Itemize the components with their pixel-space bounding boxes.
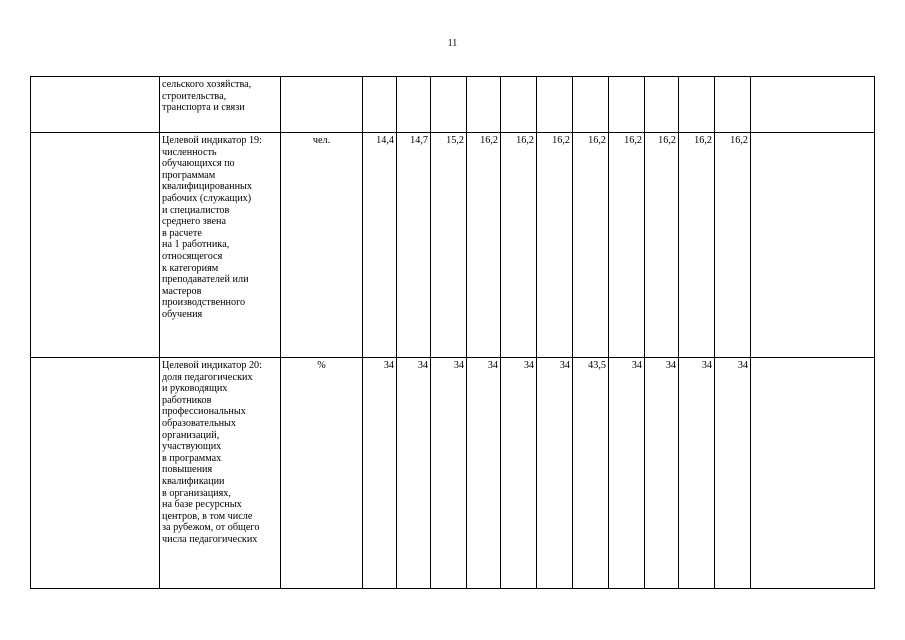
value-cell: 34 [609,358,645,589]
indicator-name-line: Целевой индикатор 19: [162,135,262,146]
indicator-name-line: на 1 работника, [162,239,230,251]
indicator-name-line: центров, в том числе [162,510,253,522]
indicator-name-line: и специалистов [162,204,230,216]
indicator-name-line: за рубежом, от общего [162,522,260,534]
table-row [31,77,875,133]
indicator-name-line: участвующих [162,441,222,453]
section-cell [31,77,160,133]
section-cell [31,133,160,358]
value-cell: 34 [363,358,397,589]
value-cell: 34 [645,358,679,589]
indicator-name-line: строительства, [162,90,227,102]
indicator-name-cell [160,77,281,133]
indicator-name-line: работников [162,394,212,406]
indicator-name-line: в организациях, [162,487,231,499]
value-cell [573,77,609,133]
table-row [31,133,875,358]
indicator-name-line: квалифицированных [162,181,252,193]
indicator-name-line: транспорта и связи [162,102,245,114]
indicator-name-cell [160,133,281,358]
indicator-name-line: и руководящих [162,383,228,395]
table-row [31,358,875,589]
value-cell: 16,2 [537,133,573,358]
indicator-name-line: профессиональных [162,406,246,418]
indicator-name-line: квалификации [162,475,225,487]
value-cell: 16,2 [467,133,501,358]
value-cell: 16,2 [679,133,715,358]
value-cell: 34 [501,358,537,589]
notes-cell [751,77,875,133]
unit-cell: чел. [281,133,363,358]
notes-cell [751,358,875,589]
indicator-name-line: рабочих (служащих) [162,192,252,204]
indicator-name-line: обучения [162,308,203,320]
value-cell [397,77,431,133]
value-cell: 34 [431,358,467,589]
value-cell [501,77,537,133]
value-cell [609,77,645,133]
indicator-name-line: численность [162,146,217,158]
value-cell: 34 [397,358,431,589]
value-cell: 16,2 [645,133,679,358]
notes-cell [751,133,875,358]
value-cell [537,77,573,133]
indicator-name-line: среднего звена [162,216,226,228]
value-cell: 15,2 [431,133,467,358]
value-cell: 16,2 [715,133,751,358]
indicator-name-line: мастеров [162,285,202,297]
indicator-name-line: преподавателей или [162,274,249,286]
unit-cell [281,77,363,133]
indicator-name-line: в программах [162,452,222,464]
value-cell: 16,2 [501,133,537,358]
indicator-name-line: в расчете [162,227,202,239]
indicator-name-line: повышения [162,464,213,476]
indicator-name-cell [160,358,281,589]
value-cell: 34 [679,358,715,589]
indicator-name-line: программам [162,169,216,181]
value-cell: 34 [715,358,751,589]
indicator-name-line: обучающихся по [162,158,235,170]
indicator-name-line: образовательных [162,417,236,429]
unit-cell: % [281,358,363,589]
value-cell: 34 [537,358,573,589]
indicator-name-line: к категориям [162,262,219,274]
value-cell [363,77,397,133]
page-number: 11 [447,38,458,49]
indicator-name-line: доля педагогических [162,371,253,383]
value-cell: 14,7 [397,133,431,358]
value-cell [431,77,467,133]
value-cell: 16,2 [573,133,609,358]
indicator-name-line: производственного [162,297,246,309]
value-cell: 43,5 [573,358,609,589]
indicator-name-line: организаций, [162,429,220,441]
indicator-name-line: сельского хозяйства, [162,79,252,90]
value-cell [467,77,501,133]
indicator-name-line: на базе ресурсных [162,499,242,511]
indicator-table [30,76,875,589]
indicator-name-line: числа педагогических [162,533,258,545]
value-cell: 14,4 [363,133,397,358]
value-cell: 16,2 [609,133,645,358]
section-cell [31,358,160,589]
indicator-name-line: относящегося [162,250,223,262]
indicator-name-line: Целевой индикатор 20: [162,360,262,371]
value-cell: 34 [467,358,501,589]
value-cell [715,77,751,133]
value-cell [645,77,679,133]
value-cell [679,77,715,133]
